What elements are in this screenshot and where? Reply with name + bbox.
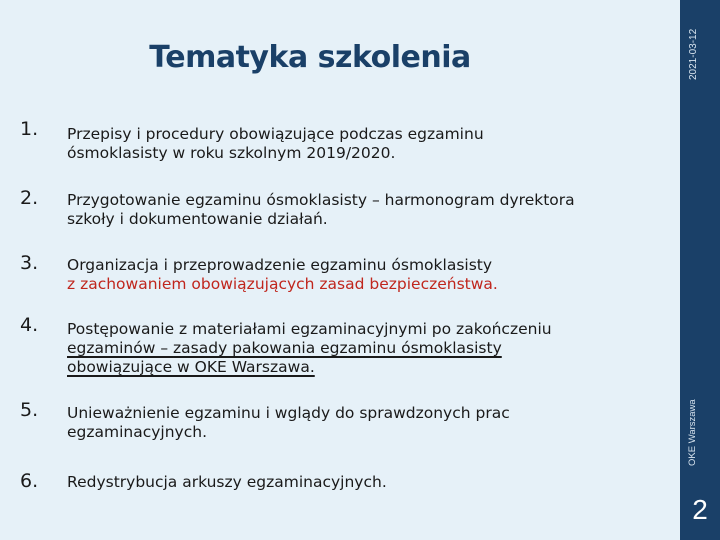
item-6-line-1: Redystrybucja arkuszy egzaminacyjnych. <box>67 473 387 491</box>
page-number: 2 <box>692 494 708 525</box>
organization-label: OKE Warszawa <box>687 399 698 466</box>
item-5-line-2: egzaminacyjnych. <box>67 423 208 441</box>
item-number-5: 5. <box>20 399 39 421</box>
item-2-line-1: Przygotowanie egzaminu ósmoklasisty – harmonogram dyrektora <box>67 191 575 209</box>
item-5-line-1: Unieważnienie egzaminu i wglądy do sprawdzonych prac <box>67 404 510 422</box>
item-4-line-2b: zasady pakowania egzaminu ósmoklasisty <box>173 339 502 357</box>
item-number-2: 2. <box>20 187 39 209</box>
list-item-1 <box>67 125 667 163</box>
list-item-6 <box>67 473 667 492</box>
date-label: 2021-03-12 <box>688 28 699 80</box>
slide-title: Tematyka szkolenia <box>149 40 471 75</box>
item-number-6: 6. <box>20 470 39 492</box>
item-4-line-3: obowiązujące w OKE Warszawa. <box>67 358 315 376</box>
list-item-2 <box>67 191 667 229</box>
list-item-4 <box>67 320 667 377</box>
list-item-3 <box>67 256 667 294</box>
item-3-line-2: z zachowaniem obowiązujących zasad bezpieczeństwa. <box>67 275 498 293</box>
item-2-line-2: szkoły i dokumentowanie działań. <box>67 210 328 228</box>
item-number-4: 4. <box>20 314 39 336</box>
list-item-5 <box>67 404 667 442</box>
item-1-line-2: ósmoklasisty w roku szkolnym 2019/2020. <box>67 144 396 162</box>
item-3-line-1: Organizacja i przeprowadzenie egzaminu ósmoklasisty <box>67 256 493 274</box>
side-bar <box>680 0 720 540</box>
item-4-line-1: Postępowanie z materiałami egzaminacyjnymi po zakończeniu <box>67 320 552 338</box>
item-number-3: 3. <box>20 252 39 274</box>
item-number-1: 1. <box>20 118 39 140</box>
item-1-line-1: Przepisy i procedury obowiązujące podczas egzaminu <box>67 125 484 143</box>
item-4-line-2a: egzaminów – <box>67 339 174 357</box>
